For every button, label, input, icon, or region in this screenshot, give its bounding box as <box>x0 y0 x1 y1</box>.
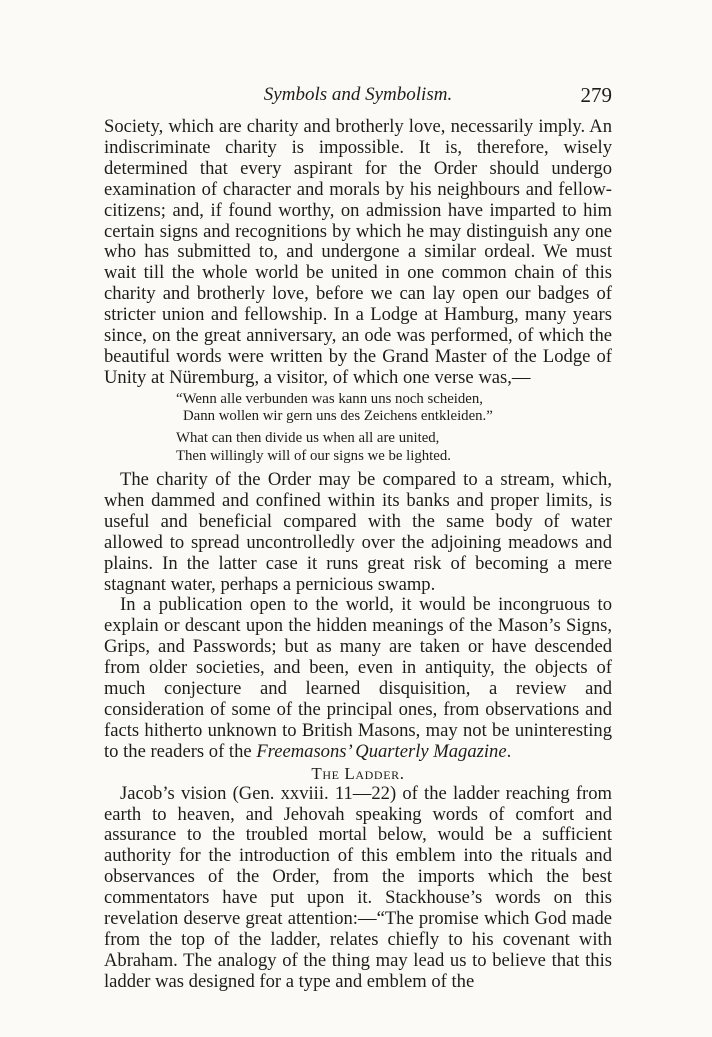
paragraph-stream-comparison: The charity of the Order may be compared to a stream, which, when dammed and confined within its banks and proper limits, is useful and beneficial compared with the same body of water allowed to spread uncontrolledly over the adjoining meadows and plains. In the latter case it runs great risk of becoming a mere stagnant water, perhaps a pernicious swamp. <box>104 468 612 595</box>
magazine-title: Freemasons’ Quarterly Magazine <box>256 740 507 762</box>
publication-end: . <box>506 740 512 762</box>
verse-english-line-2: Then willingly will of our signs we be lighted. <box>176 447 451 464</box>
verse-german-line-2: Dann wollen wir gern uns des Zeichens entkleiden.” <box>183 408 493 425</box>
verse-english-line-1: What can then divide us when all are united, <box>176 430 440 447</box>
paragraph-publication <box>104 595 612 762</box>
verse-german-line-1: “Wenn alle verbunden was kann uns noch scheiden, <box>176 390 483 407</box>
running-head <box>104 84 612 108</box>
body-text <box>104 117 612 993</box>
section-heading: The Ladder. <box>311 763 405 783</box>
paragraph-jacobs-ladder: Jacob’s vision (Gen. xxviii. 11—22) of the ladder reaching from earth to heaven, and Jehovah speaking words of comfort and assurance to the troubled mortal below, would be a sufficient authority for the introduction of this emblem into the rituals and observances of the Order, from the imports which the best commentators have put upon it. Stackhouse’s words on this revelation deserve great attention:—“The promise which God made from the top of the ladder, relates chiefly to his covenant with Abraham. The analogy of the thing may lead us to believe that this ladder was designed for a type and emblem of the <box>104 782 612 992</box>
paragraph-charity-brotherly-love: Society, which are charity and brotherly love, necessarily imply. An indiscriminate charity is impossible. It is, therefore, wisely determined that every aspirant for the Order should undergo examination of character and morals by his neighbours and fellow-citizens; and, if found worthy, on admission have imparted to him certain signs and recognitions by which he may distinguish any one who has submitted to, and undergone a similar ordeal. We must wait till the whole world be united in one common chain of this charity and brotherly love, before we can lay open our badges of stricter union and fellowship. In a Lodge at Hamburg, many years since, on the great anniversary, an ode was performed, of which the beautiful words were written by the Grand Master of the Lodge of Unity at Nüremburg, a visitor, of which one verse was,— <box>104 116 612 388</box>
page-number: 279 <box>580 83 612 107</box>
running-title: Symbols and Symbolism. <box>263 84 453 105</box>
publication-text: In a publication open to the world, it would be incongruous to explain or descant upon the hidden meanings of the Mason’s Signs, Grips, and Passwords; but as many are taken or have descended from older societies, and been, even in antiquity, the objects of much conjecture and learned disquisition, a review and consideration of some of the principal ones, from observations and facts hitherto unknown to British Masons, may not be uninteresting to the readers of the <box>104 594 612 762</box>
ode-verse <box>176 391 612 465</box>
